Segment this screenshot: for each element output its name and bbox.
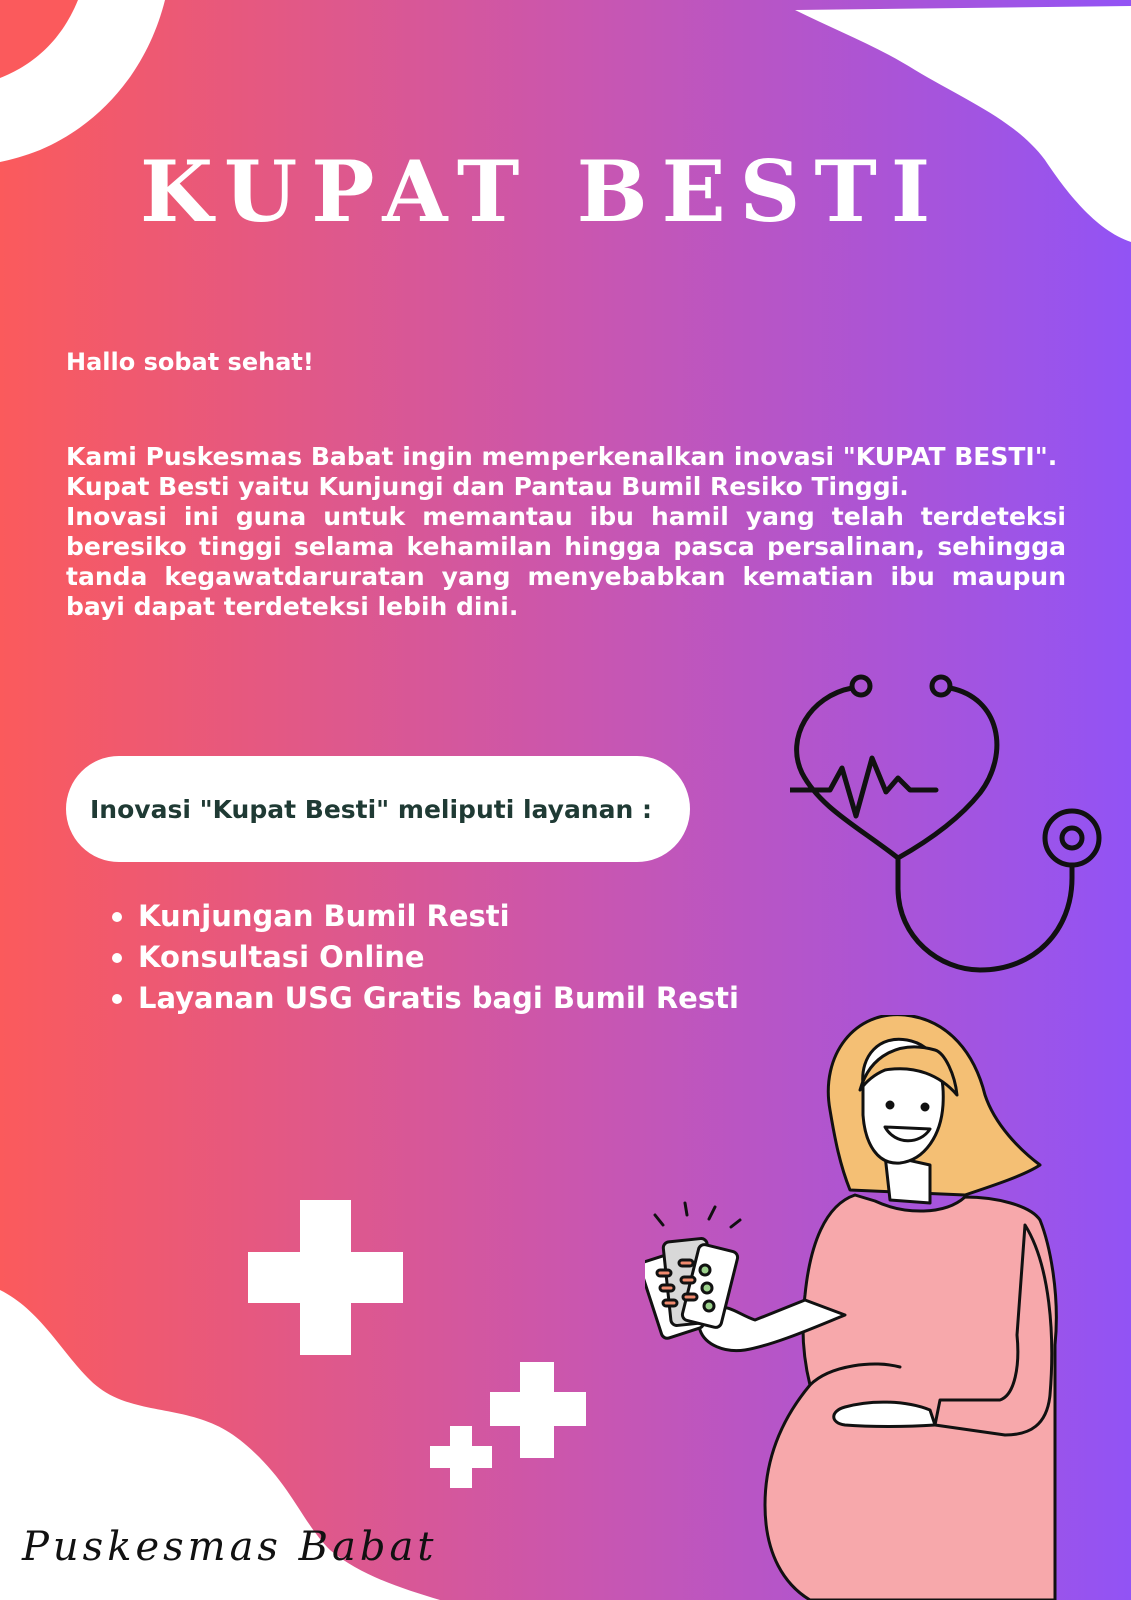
services-list (110, 896, 739, 1019)
poster-title: KUPAT BESTI (140, 142, 945, 241)
intro-line: Inovasi ini guna untuk memantau ibu hamil yang telah terdeteksi beresiko tinggi selama kehamilan hingga pasca persalinan, sehingga tanda kegawatdaruratan yang menyebabkan kematian ibu maupun bayi dapat terdeteksi lebih dini. (66, 502, 1066, 621)
services-heading: Inovasi "Kupat Besti" meliputi layanan : (90, 794, 652, 824)
intro-paragraph (66, 442, 1066, 622)
medical-cross-icon (490, 1362, 586, 1458)
medical-cross-icon (430, 1426, 492, 1488)
greeting-text: Hallo sobat sehat! (66, 348, 314, 376)
stethoscope-icon (790, 668, 1105, 978)
service-item: Layanan USG Gratis bagi Bumil Resti (110, 978, 739, 1019)
intro-line: Kami Puskesmas Babat ingin memperkenalkan inovasi "KUPAT BESTI". (66, 442, 1058, 471)
intro-line: Kupat Besti yaitu Kunjungi dan Pantau Bumil Resiko Tinggi. (66, 472, 909, 501)
pregnant-woman-illustration (645, 1015, 1085, 1600)
service-item: Konsultasi Online (110, 937, 739, 978)
medical-cross-icon (248, 1200, 403, 1355)
signature-text: Puskesmas Babat (22, 1524, 438, 1570)
services-heading-pill (66, 756, 690, 862)
service-item: Kunjungan Bumil Resti (110, 896, 739, 937)
